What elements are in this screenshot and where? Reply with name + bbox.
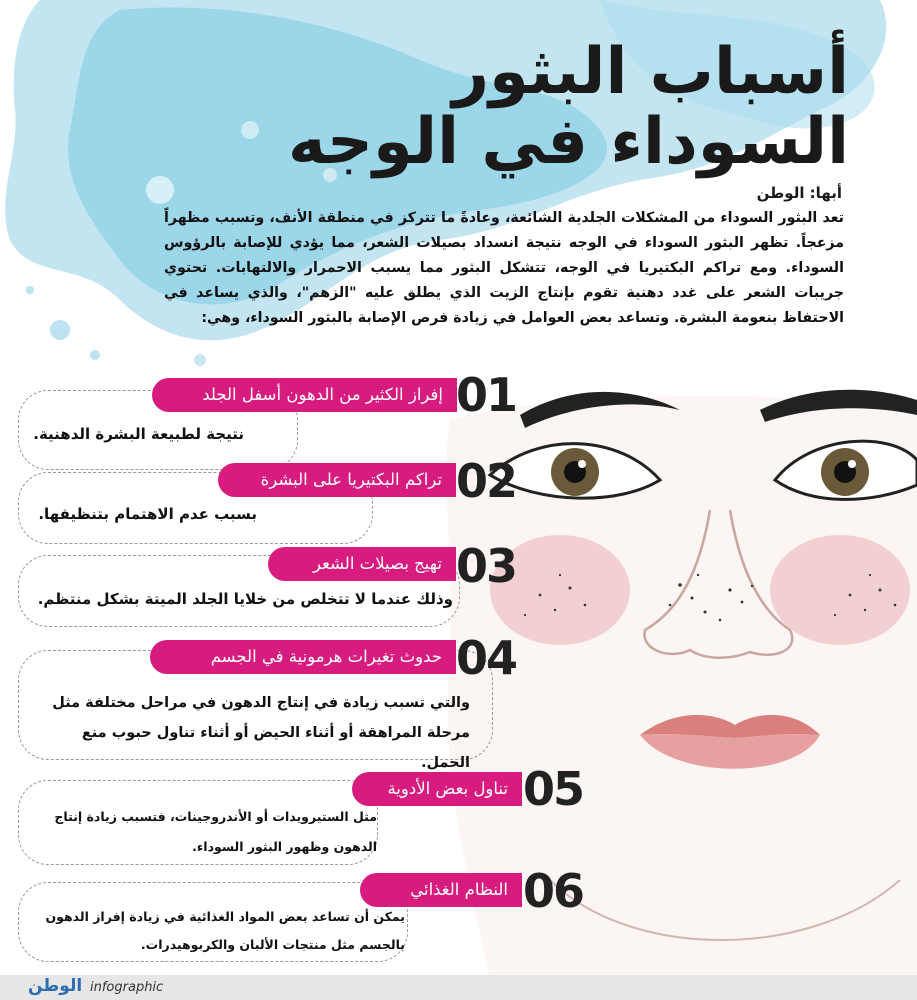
item-6-desc: يمكن أن تساعد بعض المواد الغذائية في زيادة إفراز الدهون بالجسم مثل منتجات الألبان والكربوهيدرات. xyxy=(45,909,405,952)
item-5-number: 05 xyxy=(523,762,584,816)
item-2-title: تراكم البكتيريا على البشرة xyxy=(218,463,456,497)
item-6-number: 06 xyxy=(523,864,584,918)
item-1-number: 01 xyxy=(456,368,517,422)
item-6-title: النظام الغذائي xyxy=(360,873,522,907)
item-4-title: حدوث تغيرات هرمونية في الجسم xyxy=(150,640,456,674)
title-line-2: السوداء في الوجه xyxy=(288,105,849,179)
item-2-number: 02 xyxy=(456,454,517,508)
item-4-number: 04 xyxy=(456,631,517,685)
item-3-title: تهيج بصيلات الشعر xyxy=(268,547,456,581)
item-5-desc: مثل الستيرويدات أو الأندروجينات، فتسبب زيادة إنتاج الدهون وظهور البثور السوداء. xyxy=(54,809,377,854)
item-2-desc: بسبب عدم الاهتمام بتنظيفها. xyxy=(38,505,257,523)
item-5-title: تناول بعض الأدوية xyxy=(352,772,522,806)
infographic-label: infographic xyxy=(90,980,164,995)
item-3-desc: وذلك عندما لا تتخلص من خلايا الجلد الميتة بشكل منتظم. xyxy=(37,590,453,608)
item-1-title: إفراز الكثير من الدهون أسفل الجلد xyxy=(152,378,457,412)
item-1-desc: نتيجة لطبيعة البشرة الدهنية. xyxy=(33,425,244,443)
byline: أبها: الوطن xyxy=(756,184,842,202)
alwatan-logo: الوطن xyxy=(28,976,83,996)
title-line-1: أسباب البثور xyxy=(452,35,849,109)
item-4-desc: والتي تسبب زيادة في إنتاج الدهون في مراحل مختلفة مثل مرحلة المراهقة أو أثناء الحيض أو أثناء تناول حبوب منع الحمل. xyxy=(52,695,470,771)
intro-paragraph: تعد البثور السوداء من المشكلات الجلدية الشائعة، وعادةً ما تتركز في منطقة الأنف، وتسبب مظهراً مزعجاً. تظهر البثور السوداء في الوجه نتيجة انسداد بصيلات الشعر، مما يؤدي للإصابة بالرؤوس السوداء. ومع تراكم البكتيريا في الوجه، تتشكل البثور مما يسبب الاحمرار والالتهابات. تحتوي جريبات الشعر على غدد دهنية تقوم بإنتاج الزيت الذي يطلق عليه "الزهم"، والذي يساعد في الاحتفاظ بنعومة البشرة. وتساعد بعض العوامل في زيادة فرص الإصابة بالبثور السوداء، وهي: xyxy=(164,210,844,326)
item-3-number: 03 xyxy=(456,539,517,593)
